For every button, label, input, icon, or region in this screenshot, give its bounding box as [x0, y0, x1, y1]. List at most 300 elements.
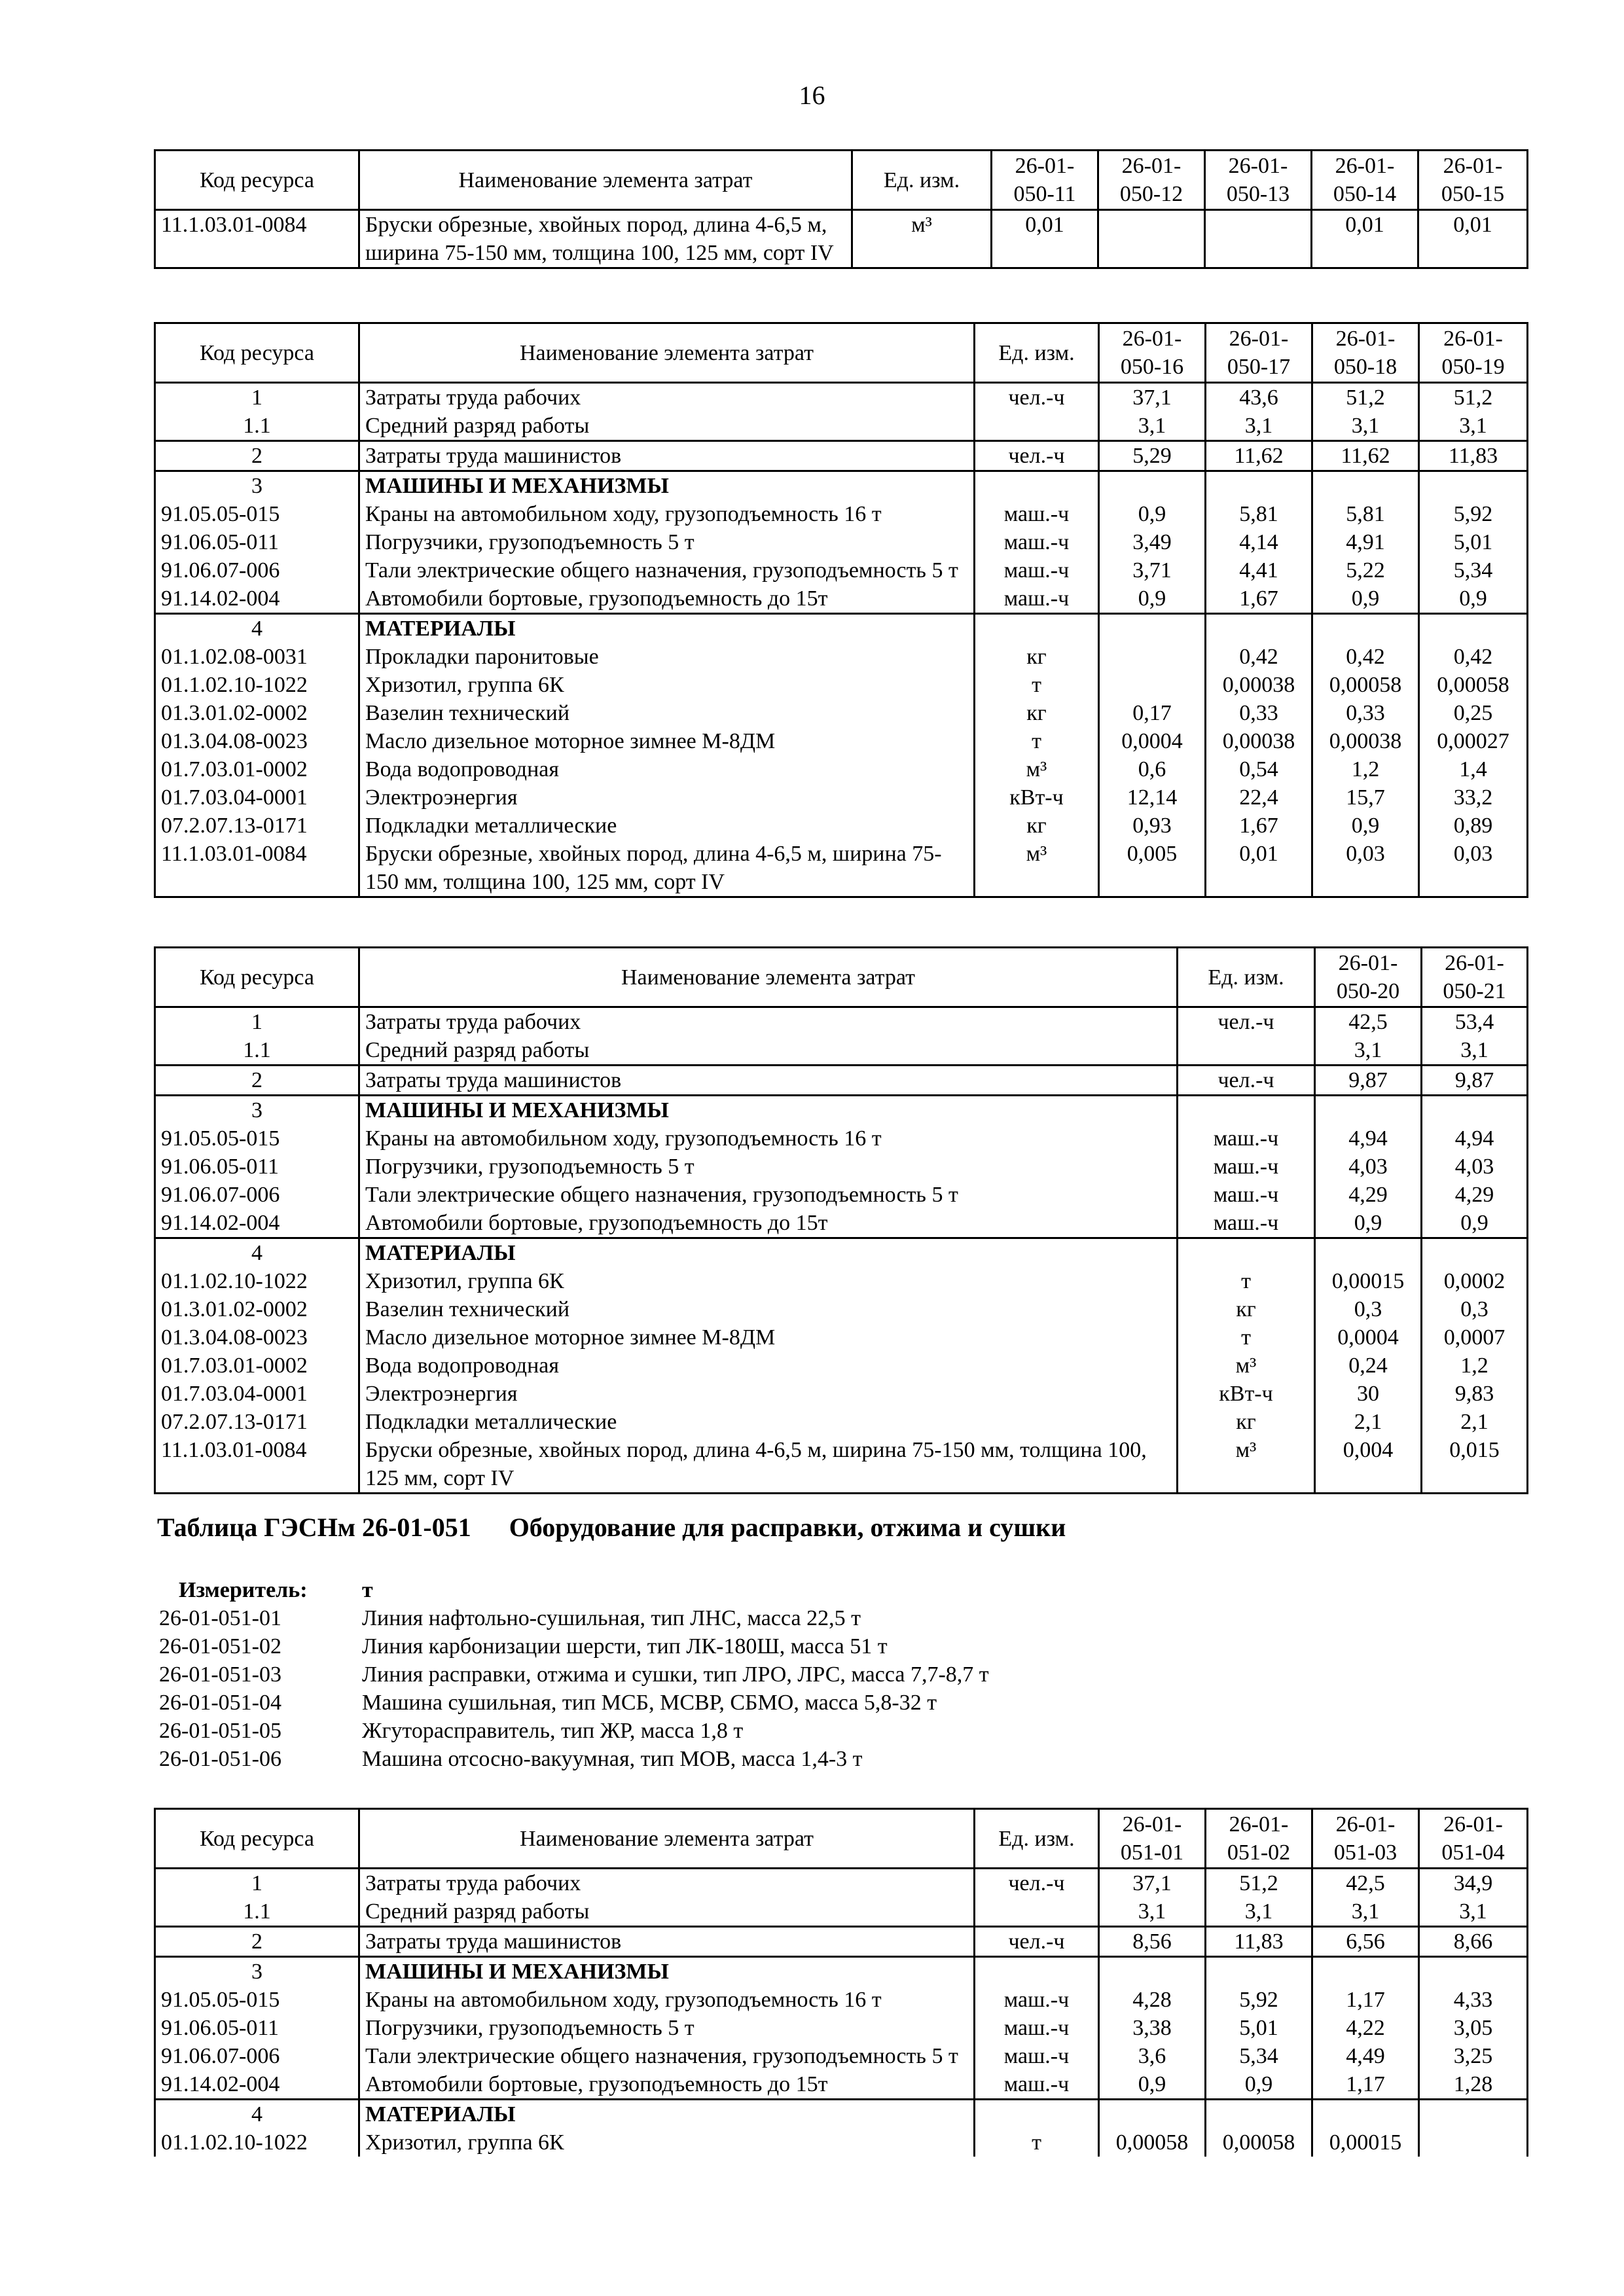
- item-description: Линия нафтольно-сушильная, тип ЛНС, масса 22,5 т: [362, 1606, 861, 1630]
- table-row: [155, 2128, 1528, 2157]
- norm-value: 6,56: [1312, 1927, 1419, 1957]
- norm-value: 0,00058: [1099, 2128, 1206, 2157]
- resource-code: 91.14.02-004: [155, 1209, 359, 1238]
- table-row: [155, 727, 1528, 755]
- table-row: [155, 441, 1528, 471]
- meter-block: [159, 1576, 1403, 1773]
- resource-code: 91.05.05-015: [155, 500, 359, 528]
- norm-value: 22,4: [1206, 783, 1312, 812]
- resource-code: 01.7.03.04-0001: [155, 783, 359, 812]
- unit-of-measure: маш.-ч: [975, 2070, 1099, 2100]
- cost-element-name: Вода водопроводная: [359, 755, 975, 783]
- norm-value: 3,6: [1099, 2042, 1206, 2070]
- table-row: [155, 812, 1528, 840]
- norm-value: 5,92: [1419, 500, 1528, 528]
- norm-value: 11,83: [1419, 441, 1528, 471]
- norm-value: 51,2: [1206, 1869, 1312, 1898]
- table-row: [155, 614, 1528, 643]
- resource-code: 91.14.02-004: [155, 584, 359, 614]
- norm-value: [1312, 1957, 1419, 1986]
- item-description: Машина сушильная, тип МСБ, МСВР, СБМО, масса 5,8-32 т: [362, 1691, 937, 1715]
- unit-of-measure: маш.-ч: [975, 1986, 1099, 2014]
- norm-value: 15,7: [1312, 783, 1419, 812]
- norm-value: 0,42: [1312, 643, 1419, 671]
- norm-value: 0,42: [1206, 643, 1312, 671]
- resource-code: 91.05.05-015: [155, 1986, 359, 2014]
- resource-code: 91.06.05-011: [155, 1153, 359, 1181]
- norm-value: 0,01: [1312, 210, 1418, 268]
- norm-value: [1099, 2100, 1206, 2129]
- table-row: [155, 1927, 1528, 1957]
- norm-value: 5,92: [1206, 1986, 1312, 2014]
- col-header-code-1: 26-01- 051-01: [1099, 1809, 1206, 1869]
- cost-element-name: МАТЕРИАЛЫ: [359, 1238, 1178, 1268]
- resource-table-050-11-15: [154, 149, 1528, 269]
- norm-value: 3,1: [1099, 1897, 1206, 1927]
- norm-value: 2,1: [1422, 1408, 1528, 1436]
- norm-value: 0,89: [1419, 812, 1528, 840]
- norm-value: 5,34: [1206, 2042, 1312, 2070]
- norm-value: 0,42: [1419, 643, 1528, 671]
- col-header-code-5: 26-01- 050-15: [1418, 151, 1528, 210]
- norm-value: 1,2: [1312, 755, 1419, 783]
- table-header-row: [155, 948, 1528, 1007]
- norm-value: 4,28: [1099, 1986, 1206, 2014]
- unit-of-measure: [975, 2100, 1099, 2129]
- cost-element-name: Затраты труда рабочих: [359, 383, 975, 412]
- norm-value: 4,14: [1206, 528, 1312, 556]
- norm-value: 3,1: [1315, 1036, 1422, 1066]
- norm-value: 0,0007: [1422, 1323, 1528, 1352]
- norm-value: 0,93: [1099, 812, 1206, 840]
- cost-element-name: Хризотил, группа 6К: [359, 671, 975, 699]
- resource-code: 01.3.01.02-0002: [155, 1295, 359, 1323]
- norm-value: 0,3: [1422, 1295, 1528, 1323]
- cost-element-name: Вода водопроводная: [359, 1352, 1178, 1380]
- resource-code: 01.1.02.10-1022: [155, 671, 359, 699]
- norm-value: 0,015: [1422, 1436, 1528, 1494]
- cost-element-name: МАШИНЫ И МЕХАНИЗМЫ: [359, 471, 975, 501]
- norm-value: 4,94: [1422, 1124, 1528, 1153]
- unit-of-measure: маш.-ч: [975, 2042, 1099, 2070]
- norm-value: 3,38: [1099, 2014, 1206, 2042]
- resource-code: 91.14.02-004: [155, 2070, 359, 2100]
- table-row: [155, 500, 1528, 528]
- cost-element-name: МАШИНЫ И МЕХАНИЗМЫ: [359, 1957, 975, 1986]
- unit-of-measure: кВт-ч: [1178, 1380, 1315, 1408]
- norm-value: 1,4: [1419, 755, 1528, 783]
- resource-code: 2: [155, 1066, 359, 1096]
- cost-element-name: Электроэнергия: [359, 1380, 1178, 1408]
- cost-element-name: Подкладки металлические: [359, 1408, 1178, 1436]
- col-header-name: Наименование элемента затрат: [359, 1809, 975, 1869]
- col-header-code-2: 26-01- 050-17: [1206, 323, 1312, 383]
- col-header-code-3: 26-01- 050-18: [1312, 323, 1419, 383]
- cost-element-name: Затраты труда рабочих: [359, 1007, 1178, 1037]
- norm-value: 0,17: [1099, 699, 1206, 727]
- unit-of-measure: [1178, 1096, 1315, 1125]
- col-header-code-4: 26-01- 050-14: [1312, 151, 1418, 210]
- cost-element-name: Масло дизельное моторное зимнее М-8ДМ: [359, 727, 975, 755]
- col-header-code-2: 26-01- 050-12: [1098, 151, 1205, 210]
- item-code: 26-01-051-01: [159, 1606, 281, 1630]
- cost-element-name: Хризотил, группа 6К: [359, 1267, 1178, 1295]
- norm-value: [1099, 643, 1206, 671]
- unit-of-measure: кг: [1178, 1408, 1315, 1436]
- norm-value: 0,00027: [1419, 727, 1528, 755]
- norm-value: [1205, 210, 1312, 268]
- resource-code: 1: [155, 1869, 359, 1898]
- norm-value: 0,9: [1312, 812, 1419, 840]
- table-row: [155, 584, 1528, 614]
- table-row: [155, 528, 1528, 556]
- cost-element-name: Тали электрические общего назначения, грузоподъемность 5 т: [359, 1181, 1178, 1209]
- cost-element-name: Тали электрические общего назначения, грузоподъемность 5 т: [359, 556, 975, 584]
- norm-value: 0,00015: [1315, 1267, 1422, 1295]
- norm-value: [1315, 1096, 1422, 1125]
- norm-value: 53,4: [1422, 1007, 1528, 1037]
- col-header-code-4: 26-01- 051-04: [1419, 1809, 1528, 1869]
- resource-code: 01.1.02.10-1022: [155, 1267, 359, 1295]
- norm-value: 0,0004: [1315, 1323, 1422, 1352]
- table-header-row: [155, 323, 1528, 383]
- table-row: [155, 1007, 1528, 1037]
- unit-of-measure: чел.-ч: [975, 1927, 1099, 1957]
- resource-code: 01.3.04.08-0023: [155, 727, 359, 755]
- col-header-code: Код ресурса: [155, 948, 359, 1007]
- table-row: [155, 755, 1528, 783]
- resource-code: 01.1.02.08-0031: [155, 643, 359, 671]
- resource-code: 01.3.04.08-0023: [155, 1323, 359, 1352]
- norm-value: 8,66: [1419, 1927, 1528, 1957]
- cost-element-name: Автомобили бортовые, грузоподъемность до 15т: [359, 2070, 975, 2100]
- table-header-row: [155, 151, 1528, 210]
- norm-value: 0,00058: [1206, 2128, 1312, 2157]
- cost-element-name: Средний разряд работы: [359, 1036, 1178, 1066]
- unit-of-measure: м³: [852, 210, 992, 268]
- norm-value: [1422, 1238, 1528, 1268]
- norm-value: 0,01: [1206, 840, 1312, 897]
- col-header-unit: Ед. изм.: [1178, 948, 1315, 1007]
- table-id: Таблица ГЭСНм 26-01-051: [157, 1513, 471, 1542]
- meter-value: т: [362, 1578, 373, 1602]
- resource-code: 3: [155, 471, 359, 501]
- norm-value: 0,9: [1099, 584, 1206, 614]
- cost-element-name: Хризотил, группа 6К: [359, 2128, 975, 2157]
- norm-value: [1312, 614, 1419, 643]
- resource-code: 01.7.03.01-0002: [155, 755, 359, 783]
- cost-element-name: Краны на автомобильном ходу, грузоподъемность 16 т: [359, 500, 975, 528]
- table-row: [155, 2042, 1528, 2070]
- norm-value: 3,71: [1099, 556, 1206, 584]
- cost-element-name: Погрузчики, грузоподъемность 5 т: [359, 1153, 1178, 1181]
- col-header-unit: Ед. изм.: [975, 1809, 1099, 1869]
- unit-of-measure: м³: [975, 755, 1099, 783]
- col-header-code: Код ресурса: [155, 1809, 359, 1869]
- norm-value: 4,03: [1315, 1153, 1422, 1181]
- norm-value: 4,94: [1315, 1124, 1422, 1153]
- norm-value: [1099, 671, 1206, 699]
- table-row: [155, 1295, 1528, 1323]
- norm-value: [1312, 2100, 1419, 2129]
- resource-code: 01.7.03.04-0001: [155, 1380, 359, 1408]
- norm-value: 9,87: [1422, 1066, 1528, 1096]
- cost-element-name: Бруски обрезные, хвойных пород, длина 4-6,5 м, ширина 75-150 мм, толщина 100, 125 мм, сорт IV: [359, 840, 975, 897]
- col-header-name: Наименование элемента затрат: [359, 151, 852, 210]
- norm-value: 1,17: [1312, 2070, 1419, 2100]
- cost-element-name: Погрузчики, грузоподъемность 5 т: [359, 528, 975, 556]
- unit-of-measure: т: [975, 2128, 1099, 2157]
- norm-value: [1206, 2100, 1312, 2129]
- table-row: [155, 1323, 1528, 1352]
- cost-element-name: Подкладки металлические: [359, 812, 975, 840]
- unit-of-measure: [975, 471, 1099, 501]
- unit-of-measure: т: [975, 727, 1099, 755]
- norm-value: 0,00058: [1312, 671, 1419, 699]
- norm-value: 0,54: [1206, 755, 1312, 783]
- norm-value: 0,00058: [1419, 671, 1528, 699]
- norm-value: [1099, 614, 1206, 643]
- norm-value: 0,6: [1099, 755, 1206, 783]
- norm-value: 11,62: [1206, 441, 1312, 471]
- cost-element-name: Средний разряд работы: [359, 412, 975, 441]
- unit-of-measure: т: [975, 671, 1099, 699]
- unit-of-measure: чел.-ч: [1178, 1007, 1315, 1037]
- table-row: [155, 1036, 1528, 1066]
- col-header-code-4: 26-01- 050-19: [1419, 323, 1528, 383]
- norm-value: [1419, 2100, 1528, 2129]
- norm-value: 0,00038: [1206, 671, 1312, 699]
- meter-item: [159, 1660, 1403, 1689]
- norm-value: [1099, 471, 1206, 501]
- resource-code: 4: [155, 1238, 359, 1268]
- col-header-name: Наименование элемента затрат: [359, 948, 1178, 1007]
- unit-of-measure: [1178, 1238, 1315, 1268]
- unit-of-measure: маш.-ч: [975, 528, 1099, 556]
- norm-value: 37,1: [1099, 1869, 1206, 1898]
- page-number: 16: [799, 81, 825, 110]
- meter-item: [159, 1604, 1403, 1632]
- table-row: [155, 1209, 1528, 1238]
- cost-element-name: МАШИНЫ И МЕХАНИЗМЫ: [359, 1096, 1178, 1125]
- table-header-row: [155, 1809, 1528, 1869]
- col-header-code-3: 26-01- 050-13: [1205, 151, 1312, 210]
- cost-element-name: Затраты труда машинистов: [359, 1066, 1178, 1096]
- norm-value: 0,25: [1419, 699, 1528, 727]
- table-row: [155, 1869, 1528, 1898]
- resource-code: 91.06.05-011: [155, 2014, 359, 2042]
- resource-code: 2: [155, 441, 359, 471]
- table-row: [155, 1267, 1528, 1295]
- meter-item: [159, 1632, 1403, 1660]
- col-header-code-2: 26-01- 050-21: [1422, 948, 1528, 1007]
- norm-value: 0,01: [992, 210, 1098, 268]
- norm-value: 4,29: [1315, 1181, 1422, 1209]
- norm-value: 3,05: [1419, 2014, 1528, 2042]
- table-row: [155, 699, 1528, 727]
- norm-value: 5,81: [1312, 500, 1419, 528]
- unit-of-measure: чел.-ч: [975, 383, 1099, 412]
- norm-value: [1315, 1238, 1422, 1268]
- table-row: [155, 2100, 1528, 2129]
- norm-value: 0,00038: [1312, 727, 1419, 755]
- col-header-code-1: 26-01- 050-11: [992, 151, 1098, 210]
- norm-value: 1,28: [1419, 2070, 1528, 2100]
- norm-value: 0,3: [1315, 1295, 1422, 1323]
- unit-of-measure: [975, 412, 1099, 441]
- norm-value: [1419, 471, 1528, 501]
- resource-table-051-01-04: [154, 1808, 1528, 2157]
- norm-value: 9,87: [1315, 1066, 1422, 1096]
- norm-value: [1206, 1957, 1312, 1986]
- norm-value: 11,62: [1312, 441, 1419, 471]
- unit-of-measure: т: [1178, 1267, 1315, 1295]
- cost-element-name: Краны на автомобильном ходу, грузоподъемность 16 т: [359, 1124, 1178, 1153]
- item-description: Линия карбонизации шерсти, тип ЛК-180Ш, масса 51 т: [362, 1634, 888, 1659]
- item-code: 26-01-051-05: [159, 1719, 281, 1743]
- table-title: [157, 1512, 1066, 1543]
- unit-of-measure: [975, 1957, 1099, 1986]
- table-row: [155, 1352, 1528, 1380]
- norm-value: 3,1: [1422, 1036, 1528, 1066]
- unit-of-measure: кг: [975, 812, 1099, 840]
- unit-of-measure: кг: [975, 699, 1099, 727]
- norm-value: 1,67: [1206, 812, 1312, 840]
- resource-code: 11.1.03.01-0084: [155, 840, 359, 897]
- meter-item: [159, 1745, 1403, 1773]
- resource-code: 3: [155, 1096, 359, 1125]
- table-row: [155, 1124, 1528, 1153]
- norm-value: 0,9: [1419, 584, 1528, 614]
- resource-code: 11.1.03.01-0084: [155, 210, 359, 268]
- resource-code: 11.1.03.01-0084: [155, 1436, 359, 1494]
- norm-value: 3,25: [1419, 2042, 1528, 2070]
- unit-of-measure: кг: [1178, 1295, 1315, 1323]
- unit-of-measure: м³: [975, 840, 1099, 897]
- norm-value: 3,49: [1099, 528, 1206, 556]
- norm-value: 4,29: [1422, 1181, 1528, 1209]
- norm-value: [1099, 1957, 1206, 1986]
- table-row: [155, 1436, 1528, 1494]
- norm-value: [1419, 614, 1528, 643]
- unit-of-measure: м³: [1178, 1352, 1315, 1380]
- col-header-code-2: 26-01- 051-02: [1206, 1809, 1312, 1869]
- cost-element-name: Автомобили бортовые, грузоподъемность до 15т: [359, 1209, 1178, 1238]
- table-row: [155, 840, 1528, 897]
- norm-value: 0,00038: [1206, 727, 1312, 755]
- norm-value: 0,9: [1312, 584, 1419, 614]
- resource-code: 1.1: [155, 1897, 359, 1927]
- norm-value: 4,22: [1312, 2014, 1419, 2042]
- table-row: [155, 412, 1528, 441]
- cost-element-name: Средний разряд работы: [359, 1897, 975, 1927]
- unit-of-measure: маш.-ч: [1178, 1209, 1315, 1238]
- norm-value: 43,6: [1206, 383, 1312, 412]
- cost-element-name: МАТЕРИАЛЫ: [359, 2100, 975, 2129]
- norm-value: 34,9: [1419, 1869, 1528, 1898]
- norm-value: 0,0002: [1422, 1267, 1528, 1295]
- norm-value: 0,9: [1206, 2070, 1312, 2100]
- norm-value: 0,33: [1312, 699, 1419, 727]
- norm-value: 51,2: [1419, 383, 1528, 412]
- unit-of-measure: маш.-ч: [1178, 1153, 1315, 1181]
- unit-of-measure: маш.-ч: [975, 584, 1099, 614]
- norm-value: 33,2: [1419, 783, 1528, 812]
- cost-element-name: Прокладки паронитовые: [359, 643, 975, 671]
- unit-of-measure: маш.-ч: [975, 2014, 1099, 2042]
- norm-value: 1,2: [1422, 1352, 1528, 1380]
- norm-value: 9,83: [1422, 1380, 1528, 1408]
- table-row: [155, 1408, 1528, 1436]
- item-description: Жгуторасправитель, тип ЖР, масса 1,8 т: [362, 1719, 744, 1743]
- meter-row: [159, 1576, 1403, 1604]
- col-header-code-1: 26-01- 050-20: [1315, 948, 1422, 1007]
- norm-value: 1,67: [1206, 584, 1312, 614]
- norm-value: 0,005: [1099, 840, 1206, 897]
- resource-code: 07.2.07.13-0171: [155, 1408, 359, 1436]
- norm-value: 3,1: [1419, 1897, 1528, 1927]
- norm-value: 1,17: [1312, 1986, 1419, 2014]
- norm-value: [1422, 1096, 1528, 1125]
- cost-element-name: Вазелин технический: [359, 699, 975, 727]
- unit-of-measure: чел.-ч: [1178, 1066, 1315, 1096]
- table-row: [155, 1066, 1528, 1096]
- resource-code: 1.1: [155, 1036, 359, 1066]
- col-header-code: Код ресурса: [155, 151, 359, 210]
- norm-value: 11,83: [1206, 1927, 1312, 1957]
- norm-value: 0,0004: [1099, 727, 1206, 755]
- norm-value: 3,1: [1419, 412, 1528, 441]
- norm-value: 4,41: [1206, 556, 1312, 584]
- unit-of-measure: м³: [1178, 1436, 1315, 1494]
- item-code: 26-01-051-02: [159, 1634, 281, 1659]
- col-header-unit: Ед. изм.: [852, 151, 992, 210]
- unit-of-measure: маш.-ч: [1178, 1181, 1315, 1209]
- cost-element-name: Электроэнергия: [359, 783, 975, 812]
- cost-element-name: Погрузчики, грузоподъемность 5 т: [359, 2014, 975, 2042]
- cost-element-name: Краны на автомобильном ходу, грузоподъемность 16 т: [359, 1986, 975, 2014]
- norm-value: 3,1: [1312, 1897, 1419, 1927]
- col-header-code-3: 26-01- 051-03: [1312, 1809, 1419, 1869]
- norm-value: 42,5: [1312, 1869, 1419, 1898]
- norm-value: 3,1: [1312, 412, 1419, 441]
- resource-code: 01.7.03.01-0002: [155, 1352, 359, 1380]
- norm-value: 4,91: [1312, 528, 1419, 556]
- norm-value: 51,2: [1312, 383, 1419, 412]
- table-row: [155, 1897, 1528, 1927]
- item-description: Машина отсосно-вакуумная, тип МОВ, масса 1,4-3 т: [362, 1747, 863, 1771]
- unit-of-measure: [975, 614, 1099, 643]
- norm-value: 0,01: [1418, 210, 1528, 268]
- cost-element-name: Бруски обрезные, хвойных пород, длина 4-6,5 м, ширина 75-150 мм, толщина 100, 125 мм, сорт IV: [359, 210, 852, 268]
- table-row: [155, 1380, 1528, 1408]
- table-row: [155, 643, 1528, 671]
- item-code: 26-01-051-03: [159, 1662, 281, 1687]
- resource-code: 4: [155, 2100, 359, 2129]
- norm-value: 4,49: [1312, 2042, 1419, 2070]
- item-code: 26-01-051-04: [159, 1691, 281, 1715]
- norm-value: 5,34: [1419, 556, 1528, 584]
- meter-label: Измеритель:: [179, 1578, 308, 1602]
- cost-element-name: Затраты труда рабочих: [359, 1869, 975, 1898]
- unit-of-measure: маш.-ч: [975, 500, 1099, 528]
- norm-value: 4,03: [1422, 1153, 1528, 1181]
- norm-value: 5,01: [1419, 528, 1528, 556]
- norm-value: 3,1: [1206, 1897, 1312, 1927]
- unit-of-measure: маш.-ч: [975, 556, 1099, 584]
- item-code: 26-01-051-06: [159, 1747, 281, 1771]
- table-row: [155, 2070, 1528, 2100]
